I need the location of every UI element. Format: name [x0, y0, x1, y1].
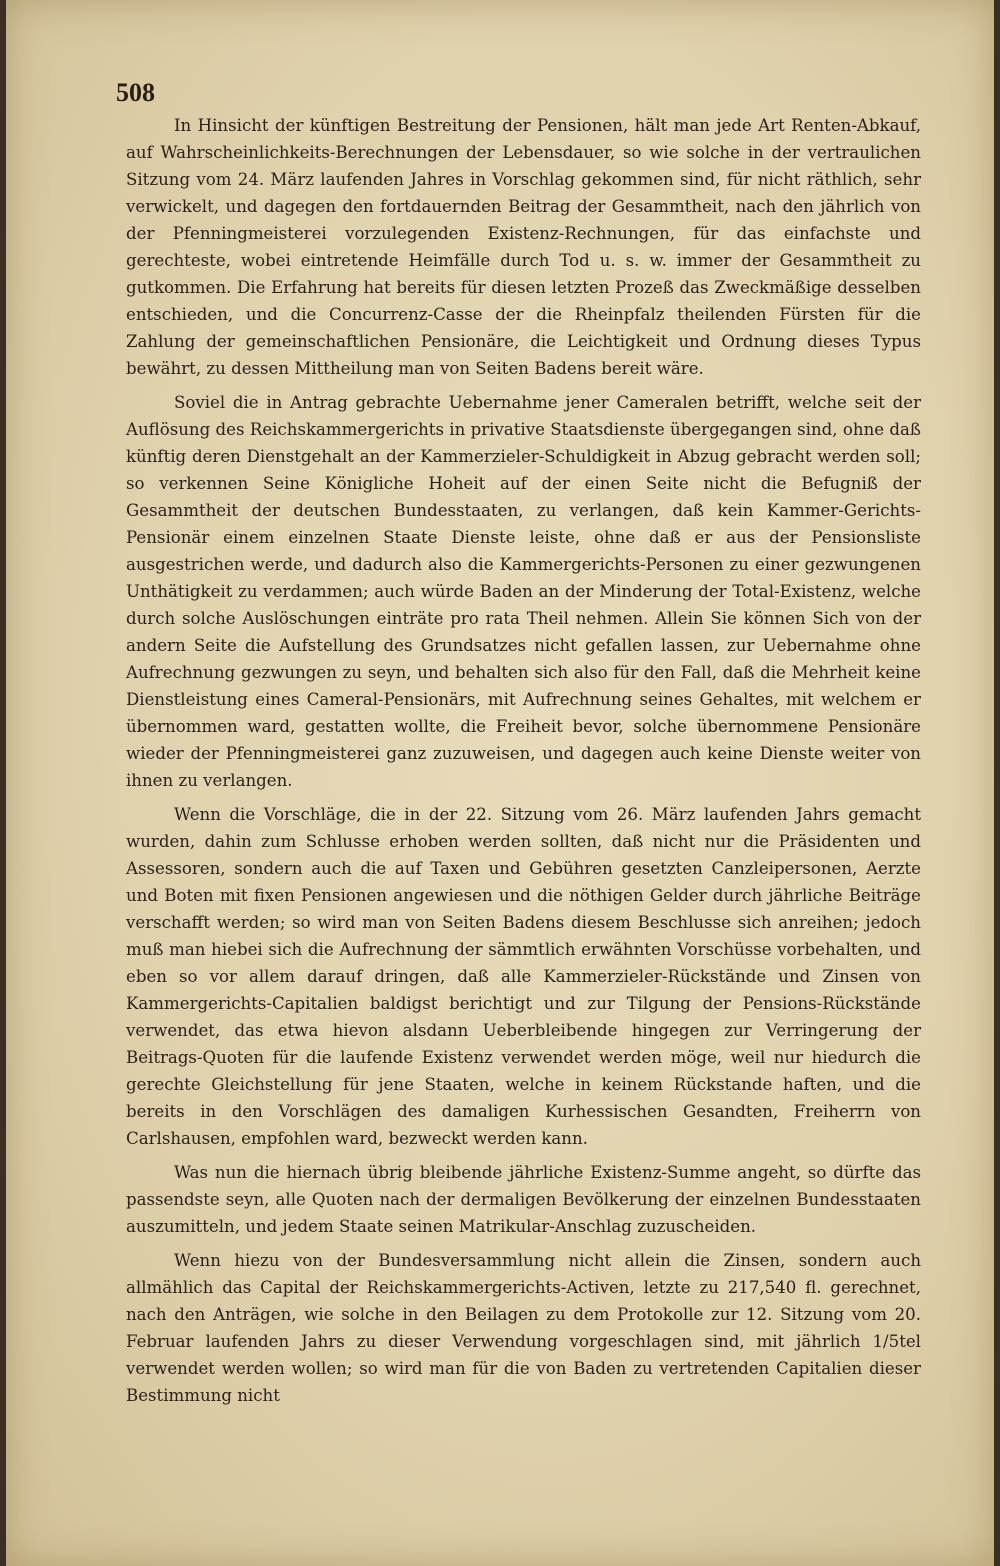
book-page: [6, 0, 994, 1566]
paragraph-2: Soviel die in Antrag gebrachte Uebernahme jener Cameralen betrifft, welche seit der Auflösung des Reichskammergerichts in privative Staatsdienste übergegangen sind, ohne daß künftig deren Dienstgehalt an der Kammerzieler-Schuldigkeit in Abzug gebracht werden soll; so verkennen Seine Königliche Hoheit auf der einen Seite nicht die Befugniß der Gesammtheit der deutschen Bundesstaaten, zu verlangen, daß kein Kammer-Gerichts-Pensionär einem einzelnen Staate Dienste leiste, ohne daß er aus der Pensionsliste ausgestrichen werde, und dadurch also die Kammergerichts-Personen zu einer gezwungenen Unthätigkeit zu verdammen; auch würde Baden an der Minderung der Total-Existenz, welche durch solche Auslöschungen einträte pro rata Theil nehmen. Allein Sie können Sich von der andern Seite die Aufstellung des Grundsatzes nicht gefallen lassen, zur Uebernahme ohne Aufrechnung gezwungen zu seyn, und behalten sich also für den Fall, daß die Mehrheit keine Dienstleistung eines Cameral-Pensionärs, mit Aufrechnung seines Gehaltes, mit welchem er übernommen ward, gestatten wollte, die Freiheit bevor, solche übernommene Pensionäre wieder der Pfenningmeisterei ganz zuzuweisen, und dagegen auch keine Dienste weiter von ihnen zu verlangen.: [126, 393, 921, 790]
page-number: 508: [116, 78, 155, 107]
body-text: [126, 112, 921, 1409]
paragraph-1: In Hinsicht der künftigen Bestreitung der Pensionen, hält man jede Art Renten-Abkauf, auf Wahrscheinlichkeits-Berechnungen der Lebensdauer, so wie solche in der vertraulichen Sitzung vom 24. März laufenden Jahres in Vorschlag gekommen sind, für nicht räthlich, sehr verwickelt, und dagegen den fortdauernden Beitrag der Gesammtheit, nach den jährlich von der Pfenningmeisterei vorzulegenden Existenz-Rechnungen, für das einfachste und gerechteste, wobei eintretende Heimfälle durch Tod u. s. w. immer der Gesammtheit zu gutkommen. Die Erfahrung hat bereits für diesen letzten Prozeß das Zweckmäßige desselben entschieden, und die Concurrenz-Casse der die Rheinpfalz theilenden Fürsten für die Zahlung der gemeinschaftlichen Pensionäre, die Leichtigkeit und Ordnung dieses Typus bewährt, zu dessen Mittheilung man von Seiten Badens bereit wäre.: [126, 116, 921, 378]
paragraph-4: Was nun die hiernach übrig bleibende jährliche Existenz-Summe angeht, so dürfte das passendste seyn, alle Quoten nach der dermaligen Bevölkerung der einzelnen Bundesstaaten auszumitteln, und jedem Staate seinen Matrikular-Anschlag zuzuscheiden.: [126, 1163, 921, 1236]
paragraph-5: Wenn hiezu von der Bundesversammlung nicht allein die Zinsen, sondern auch allmählich das Capital der Reichskammergerichts-Activen, letzte zu 217,540 fl. gerechnet, nach den Anträgen, wie solche in den Beilagen zu dem Protokolle zur 12. Sitzung vom 20. Februar laufenden Jahrs zu dieser Verwendung vorgeschlagen sind, mit jährlich 1/5tel verwendet werden wollen; so wird man für die von Baden zu vertretenden Capitalien dieser Bestimmung nicht: [126, 1251, 921, 1405]
paragraph-3: Wenn die Vorschläge, die in der 22. Sitzung vom 26. März laufenden Jahrs gemacht wurden, dahin zum Schlusse erhoben werden sollten, daß nicht nur die Präsidenten und Assessoren, sondern auch die auf Taxen und Gebühren gesetzten Canzleipersonen, Aerzte und Boten mit fixen Pensionen angewiesen und die nöthigen Gelder durch jährliche Beiträge verschafft werden; so wird man von Seiten Badens diesem Beschlusse sich anreihen; jedoch muß man hiebei sich die Aufrechnung der sämmtlich erwähnten Vorschüsse vorbehalten, und eben so vor allem darauf dringen, daß alle Kammerzieler-Rückstände und Zinsen von Kammergerichts-Capitalien baldigst berichtigt und zur Tilgung der Pensions-Rückstände verwendet, das etwa hievon alsdann Ueberbleibende hingegen zur Verringerung der Beitrags-Quoten für die laufende Existenz verwendet werden möge, weil nur hiedurch die gerechte Gleichstellung für jene Staaten, welche in keinem Rückstande haften, und die bereits in den Vorschlägen des damaligen Kurhessischen Gesandten, Freiherrn von Carlshausen, empfohlen ward, bezweckt werden kann.: [126, 805, 921, 1148]
